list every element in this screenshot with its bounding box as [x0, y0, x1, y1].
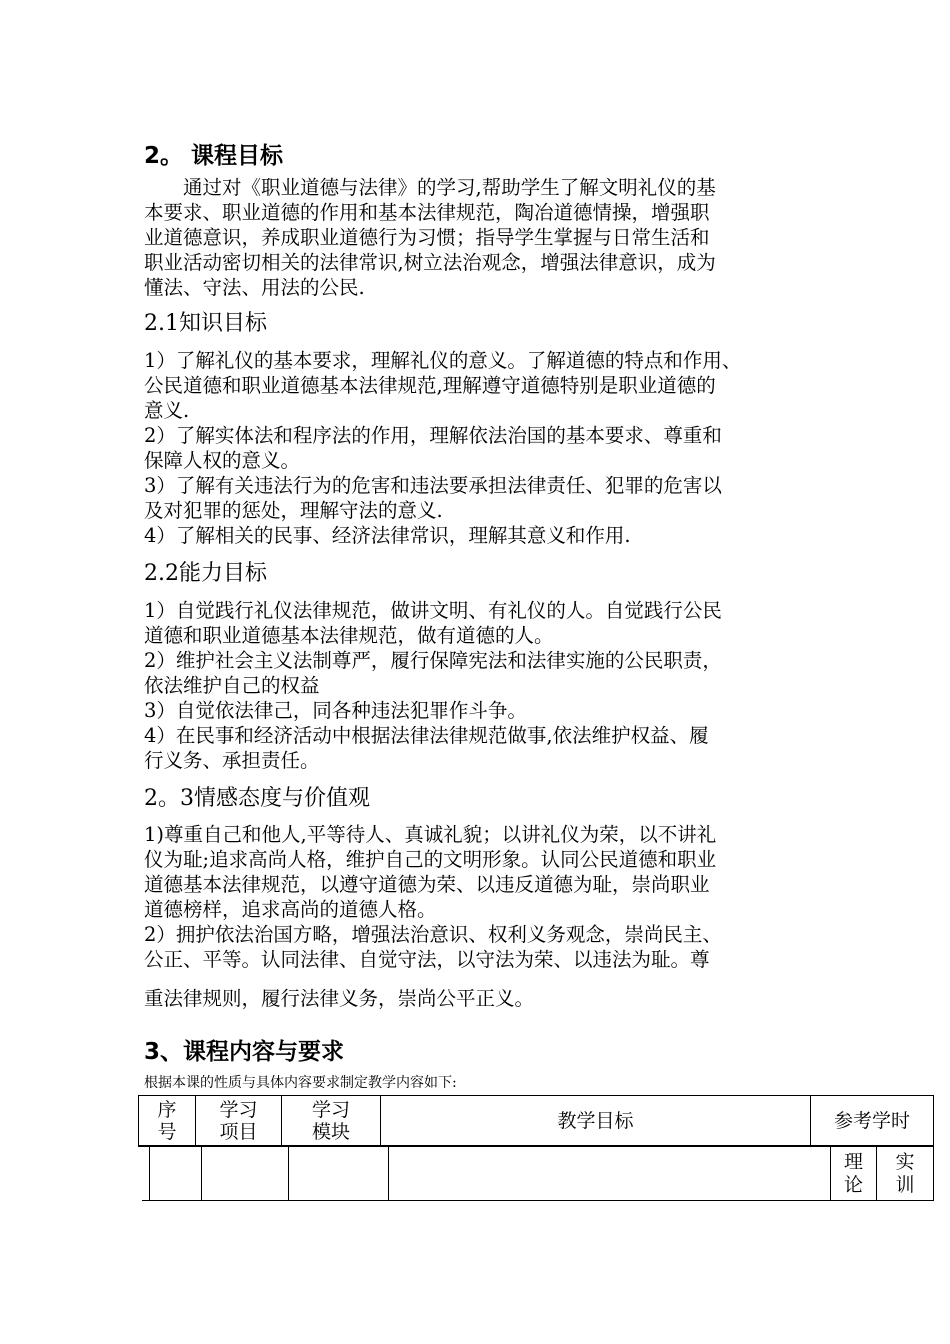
theory-line2: 论	[843, 1174, 863, 1196]
table-intro: 根据本课的性质与具体内容要求制定教学内容如下:	[144, 1075, 457, 1091]
table-corner-mark	[142, 1200, 150, 1201]
text-line: 公正、平等。认同法律、自觉守法，以守法为荣、以违法为耻。尊	[144, 948, 710, 971]
course-goal-intro	[144, 175, 814, 300]
text-line: 业道德意识，养成职业道德行为习惯；指导学生掌握与日常生活和	[144, 226, 710, 249]
text-line: 4）在民事和经济活动中根据法律法律规范做事,依法维护权益、履	[144, 724, 709, 747]
text-line: 道德基本法律规范，以遵守道德为荣、以违反道德为耻，崇尚职业	[144, 873, 710, 896]
knowledge-goal-title: 2.1知识目标	[144, 311, 267, 336]
text-line: 3）了解有关违法行为的危害和违法要承担法律责任、犯罪的危害以	[144, 474, 722, 497]
table-body-row	[149, 1147, 934, 1201]
section-2-heading: 2。 课程目标	[144, 143, 284, 169]
header-project-line2: 项目	[219, 1121, 258, 1143]
header-cell-hours	[811, 1096, 933, 1146]
practice-line1: 实	[895, 1151, 915, 1173]
header-cell-index	[139, 1096, 196, 1146]
text-line: 公民道德和职业道德基本法律规范,理解遵守道德特别是职业道德的	[144, 374, 716, 397]
practice-line2: 训	[895, 1174, 915, 1196]
table-header-row	[138, 1095, 934, 1147]
body-cell-practice	[877, 1147, 933, 1200]
body-cell-project	[202, 1147, 289, 1200]
text-line: 4）了解相关的民事、经济法律常识，理解其意义和作用.	[144, 524, 631, 547]
header-module-line1: 学习	[311, 1099, 350, 1121]
header-hours-text: 参考学时	[833, 1110, 910, 1132]
knowledge-goal-list	[144, 348, 814, 548]
body-cell-theory	[831, 1147, 877, 1200]
text-line: 及对犯罪的惩处，理解守法的意义.	[144, 499, 443, 522]
emotion-goal-title: 2。3情感态度与价值观	[144, 786, 370, 811]
text-line: 保障人权的意义。	[144, 449, 301, 472]
text-line: 1）了解礼仪的基本要求，理解礼仪的意义。了解道德的特点和作用、	[144, 349, 742, 372]
text-line: 仪为耻;追求高尚人格，维护自己的文明形象。认同公民道德和职业	[144, 848, 717, 871]
text-line: 2）拥护依法治国方略，增强法治意识、权利义务观念，崇尚民主、	[144, 923, 722, 946]
text-line: 1）自觉践行礼仪法律规范，做讲文明、有礼仪的人。自觉践行公民	[144, 599, 722, 622]
text-line: 意义.	[144, 399, 190, 422]
header-index-line2: 号	[157, 1121, 177, 1143]
text-line: 2）维护社会主义法制尊严，履行保障宪法和法律实施的公民职责，	[144, 649, 722, 672]
ability-goal-list	[144, 598, 814, 773]
text-line: 职业活动密切相关的法律常识,树立法治观念，增强法律意识，成为	[144, 251, 716, 274]
text-line: 通过对《职业道德与法律》的学习,帮助学生了解文明礼仪的基	[144, 176, 716, 199]
header-index-line1: 序	[157, 1099, 177, 1121]
header-project-line1: 学习	[219, 1099, 258, 1121]
header-cell-goal	[381, 1096, 811, 1146]
text-line: 1)尊重自己和他人,平等待人、真诚礼貌；以讲礼仪为荣，以不讲礼	[144, 823, 717, 846]
header-cell-module	[282, 1096, 381, 1146]
course-content-table	[138, 1095, 936, 1205]
emotion-goal-list	[144, 822, 814, 972]
header-module-line2: 模块	[311, 1121, 350, 1143]
emotion-goal-last-line: 重法律规则，履行法律义务，崇尚公平正义。	[144, 987, 535, 1010]
text-line: 本要求、职业道德的作用和基本法律规范，陶冶道德情操，增强职	[144, 201, 710, 224]
body-cell-index	[150, 1147, 202, 1200]
ability-goal-title: 2.2能力目标	[144, 561, 267, 586]
text-line: 道德和职业道德基本法律规范，做有道德的人。	[144, 624, 554, 647]
text-line: 依法维护自己的权益	[144, 674, 320, 697]
section-3-heading: 3、课程内容与要求	[144, 1039, 345, 1065]
text-line: 懂法、守法、用法的公民.	[144, 276, 365, 299]
body-cell-goal	[389, 1147, 831, 1200]
text-line: 3）自觉依法律己，同各种违法犯罪作斗争。	[144, 699, 527, 722]
text-line: 行义务、承担责任。	[144, 749, 320, 772]
text-line: 道德榜样，追求高尚的道德人格。	[144, 898, 437, 921]
header-goal-text: 教学目标	[557, 1110, 634, 1132]
body-cell-module	[289, 1147, 389, 1200]
header-cell-project	[196, 1096, 282, 1146]
theory-line1: 理	[843, 1151, 863, 1173]
text-line: 2）了解实体法和程序法的作用，理解依法治国的基本要求、尊重和	[144, 424, 722, 447]
